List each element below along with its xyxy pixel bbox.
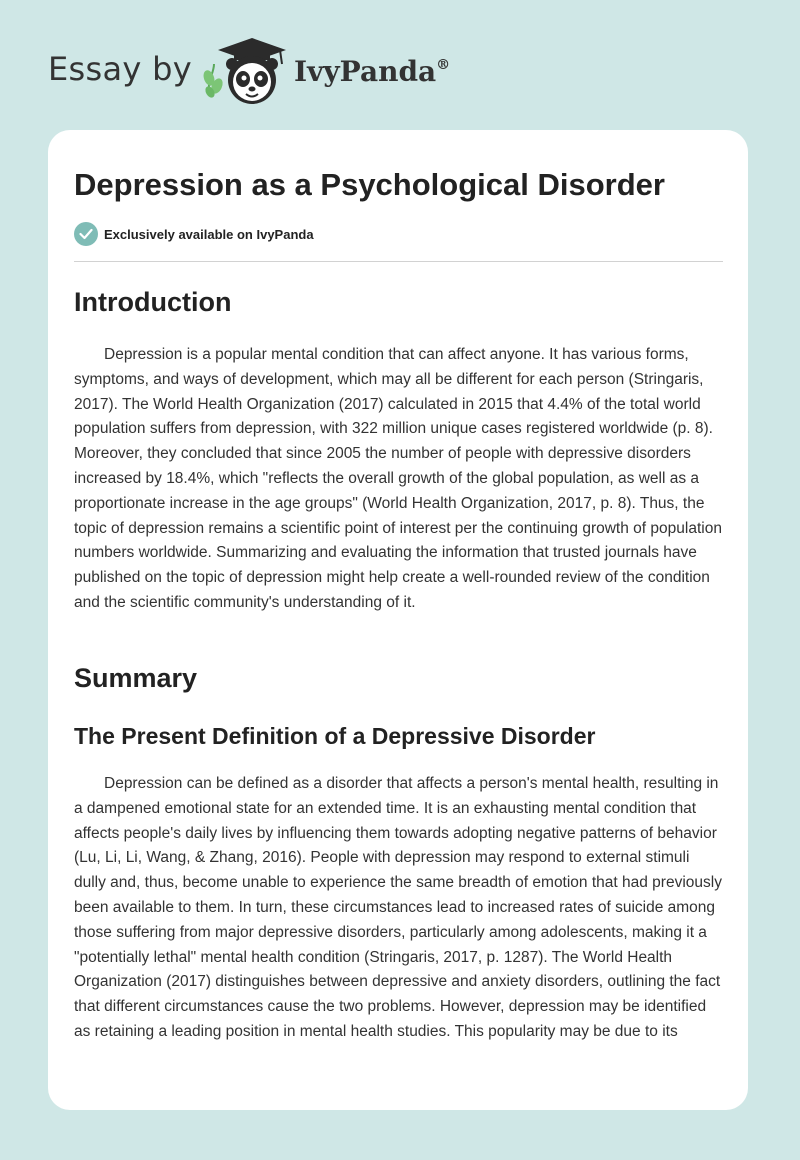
ivypanda-logo-icon[interactable] — [200, 34, 290, 110]
definition-subheading: The Present Definition of a Depressive Disorder — [74, 723, 596, 749]
registered-mark: ® — [436, 57, 451, 73]
definition-paragraph: Depression can be defined as a disorder that affects a person's mental health, resulting in a dampened emotional state for an extended time. It is an exhausting mental condition that affects people's daily lives by influencing them towards adopting negative patterns of behavior (Lu, Li, Li, Wang, & Zhang, 2016). People with depression may respond to external stimuli dully and, thus, become unable to experience the same breadth of emotion that had previously been available to them. In turn, these circumstances lead to increased rates of suicide among those suffering from major depressive disorders, particularly among adolescents, making it a "potentially lethal" mental health condition (Stringaris, 2017, p. 1287). The World Health Organization (2017) distinguishes between depressive and anxiety disorders, outlining the fact that different circumstances cause the two problems. However, depression may be identified as retaining a leading position in mental health studies. This popularity may be due to its — [74, 775, 722, 1040]
check-icon — [74, 222, 98, 246]
title-divider — [74, 261, 723, 262]
essay-title: Depression as a Psychological Disorder — [74, 167, 665, 202]
brand-name[interactable] — [294, 55, 450, 88]
essay-card — [48, 130, 748, 1110]
site-header — [0, 0, 800, 130]
brand-text: IvyPanda — [294, 55, 437, 88]
introduction-heading: Introduction — [74, 287, 232, 317]
essay-by-label: Essay by — [48, 50, 192, 88]
exclusive-badge — [74, 221, 314, 247]
summary-heading: Summary — [74, 663, 198, 693]
introduction-paragraph: Depression is a popular mental condition that can affect anyone. It has various forms, symptoms, and ways of development, which may all be different for each person (Stringaris, 2017). The World Health Organization (2017) calculated in 2015 that 4.4% of the total world population suffers from depression, with 322 million unique cases registered worldwide (p. 8). Moreover, they concluded that since 2005 the number of people with depressive disorders increased by 18.4%, which "reflects the overall growth of the global population, as well as a proportionate increase in the age groups" (World Health Organization, 2017, p. 8). Thus, the topic of depression remains a scientific point of interest per the continuing growth of population numbers worldwide. Summarizing and evaluating the information that trusted journals have published on the topic of depression might help create a well-rounded review of the condition and the scientific community's understanding of it. — [74, 346, 722, 611]
exclusive-badge-label: Exclusively available on IvyPanda — [104, 226, 314, 242]
